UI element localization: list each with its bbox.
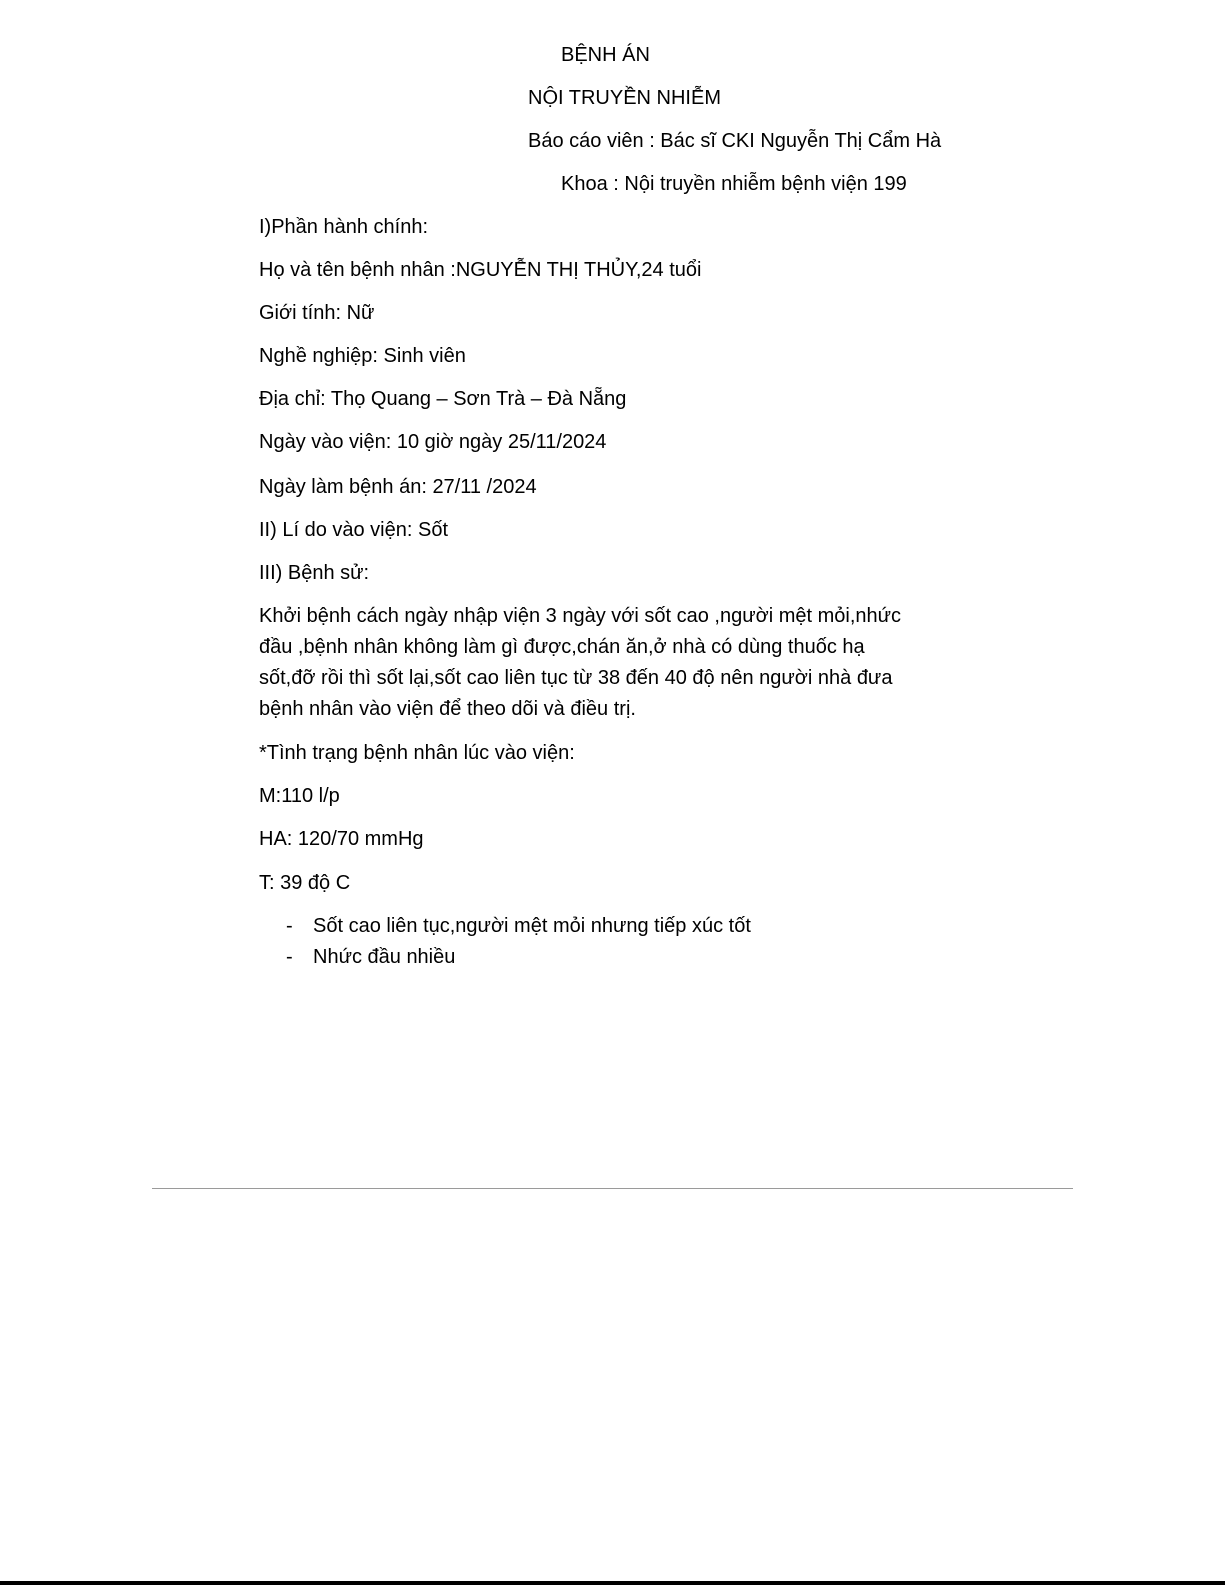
history-heading: III) Bệnh sử: xyxy=(259,562,370,584)
bullet-text: Nhức đầu nhiều xyxy=(313,946,456,968)
admission-status-heading: *Tình trạng bệnh nhân lúc vào viện: xyxy=(259,742,575,764)
gender-line: Giới tính: Nữ xyxy=(259,302,375,324)
page-divider xyxy=(152,1188,1073,1189)
bullet-dash: - xyxy=(286,946,293,968)
pulse-line: M:110 l/p xyxy=(259,785,340,807)
history-paragraph-line: đầu ,bệnh nhân không làm gì được,chán ăn,ở nhà có dùng thuốc hạ xyxy=(259,636,865,658)
address-line: Địa chỉ: Thọ Quang – Sơn Trà – Đà Nẵng xyxy=(259,388,627,410)
bullet-dash: - xyxy=(286,915,293,937)
document-subtitle: NỘI TRUYỀN NHIỄM xyxy=(528,87,721,109)
record-date-line: Ngày làm bệnh án: 27/11 /2024 xyxy=(259,476,537,498)
bullet-text: Sốt cao liên tục,người mệt mỏi nhưng tiếp xúc tốt xyxy=(313,915,751,937)
admin-section-heading: I)Phần hành chính: xyxy=(259,216,429,238)
history-paragraph-line: Khởi bệnh cách ngày nhập viện 3 ngày với sốt cao ,người mệt mỏi,nhức xyxy=(259,605,902,627)
temperature-line: T: 39 độ C xyxy=(259,872,351,894)
history-paragraph-line: sốt,đỡ rồi thì sốt lại,sốt cao liên tục từ 38 đến 40 độ nên người nhà đưa xyxy=(259,667,893,689)
reason-line: II) Lí do vào viện: Sốt xyxy=(259,519,448,541)
department-line: Khoa : Nội truyền nhiễm bệnh viện 199 xyxy=(561,173,907,195)
history-paragraph xyxy=(259,601,959,725)
document-title: BỆNH ÁN xyxy=(561,44,650,66)
patient-name-line: Họ và tên bệnh nhân :NGUYỄN THỊ THỦY,24 tuổi xyxy=(259,259,702,281)
bottom-edge-bar xyxy=(0,1581,1225,1585)
admission-date-line: Ngày vào viện: 10 giờ ngày 25/11/2024 xyxy=(259,431,607,453)
history-paragraph-line: bệnh nhân vào viện để theo dõi và điều trị. xyxy=(259,698,636,720)
blood-pressure-line: HA: 120/70 mmHg xyxy=(259,828,424,850)
reporter-line: Báo cáo viên : Bác sĩ CKI Nguyễn Thị Cẩm Hà xyxy=(528,130,942,152)
occupation-line: Nghề nghiệp: Sinh viên xyxy=(259,345,466,367)
